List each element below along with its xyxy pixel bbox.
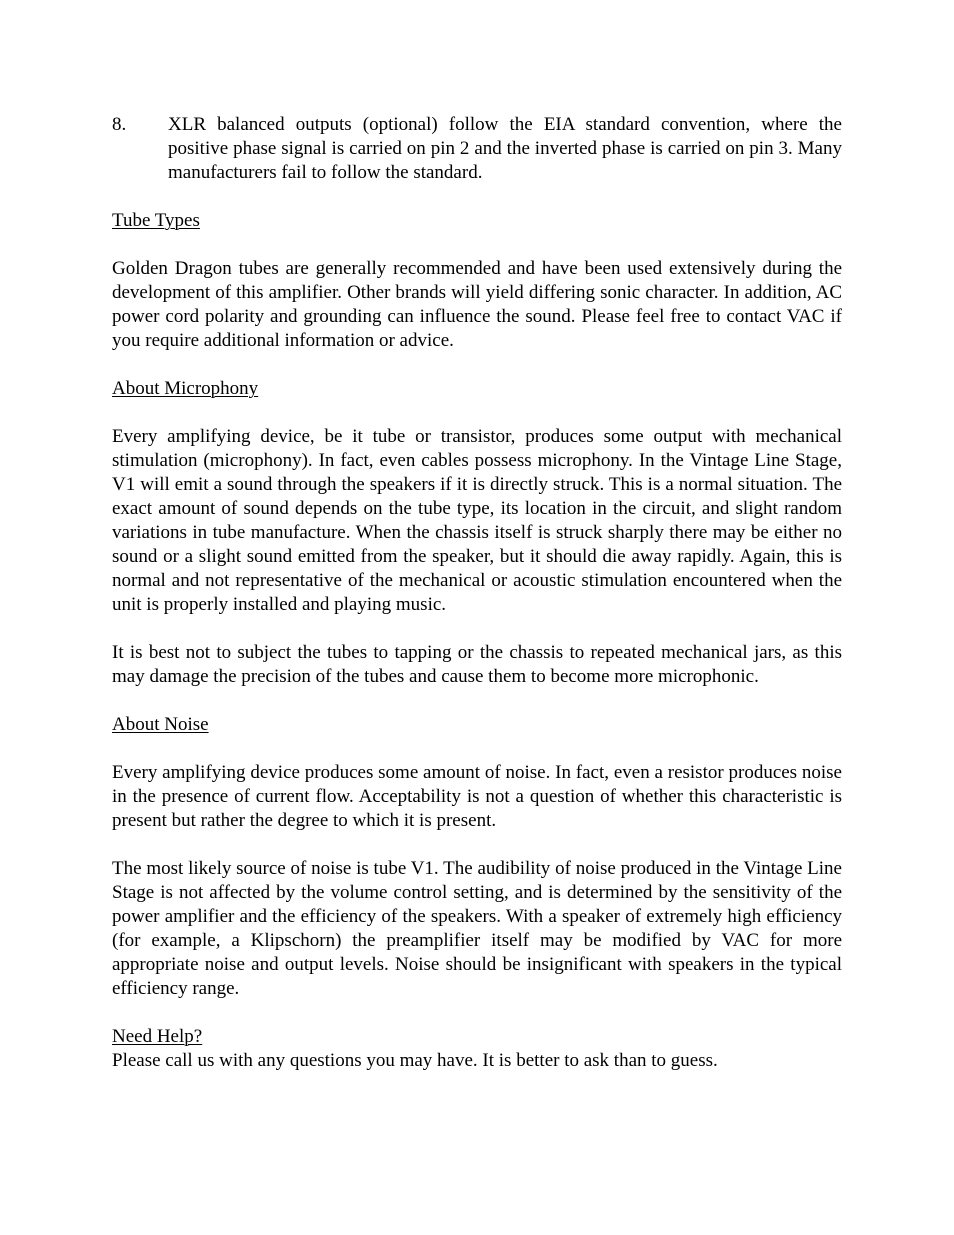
tube-types-paragraph: Golden Dragon tubes are generally recommended and have been used extensively during the development of this amplifier. Other brands will yield differing sonic character. In addition, AC power cord polarity and grounding can influence the sound. Please feel free to contact VAC if you require additional information or advice. [112, 258, 842, 351]
section-heading-tube-types: Tube Types [112, 210, 200, 231]
spacer [112, 689, 842, 713]
document-page [112, 113, 842, 1073]
spacer [112, 737, 842, 761]
spacer [112, 617, 842, 641]
spacer [112, 833, 842, 857]
section-heading-need-help: Need Help? [112, 1026, 203, 1047]
spacer [112, 353, 842, 377]
list-item-8 [112, 113, 842, 185]
section-heading-about-noise: About Noise [112, 714, 209, 735]
noise-paragraph-2: The most likely source of noise is tube V1. The audibility of noise produced in the Vintage Line Stage is not affected by the volume control setting, and is determined by the sensitivity of the power amplifier and the efficiency of the speakers. With a speaker of extremely high efficiency (for example, a Klipschorn) the preamplifier itself may be modified by VAC for more appropriate noise and output levels. Noise should be insignificant with speakers in the typical efficiency range. [112, 858, 842, 999]
spacer [112, 233, 842, 257]
list-item-number: 8. [112, 114, 127, 135]
spacer [112, 1001, 842, 1025]
noise-paragraph-1: Every amplifying device produces some amount of noise. In fact, even a resistor produces noise in the presence of current flow. Acceptability is not a question of whether this characteristic is present but rather the degree to which it is present. [112, 762, 842, 831]
need-help-paragraph: Please call us with any questions you may have. It is better to ask than to guess. [112, 1050, 718, 1071]
spacer [112, 185, 842, 209]
microphony-paragraph-2: It is best not to subject the tubes to tapping or the chassis to repeated mechanical jars, as this may damage the precision of the tubes and cause them to become more microphonic. [112, 642, 842, 687]
microphony-paragraph-1: Every amplifying device, be it tube or transistor, produces some output with mechanical stimulation (microphony). In fact, even cables possess microphony. In the Vintage Line Stage, V1 will emit a sound through the speakers if it is directly struck. This is a normal situation. The exact amount of sound depends on the tube type, its location in the circuit, and slight random variations in tube manufacture. When the chassis itself is struck sharply there may be either no sound or a slight sound emitted from the speaker, but it should die away rapidly. Again, this is normal and not representative of the mechanical or acoustic stimulation encountered when the unit is properly installed and playing music. [112, 426, 842, 615]
list-item-text: XLR balanced outputs (optional) follow the EIA standard convention, where the positive phase signal is carried on pin 2 and the inverted phase is carried on pin 3. Many manufacturers fail to follow the standard. [168, 114, 842, 183]
spacer [112, 401, 842, 425]
section-heading-about-microphony: About Microphony [112, 378, 259, 399]
